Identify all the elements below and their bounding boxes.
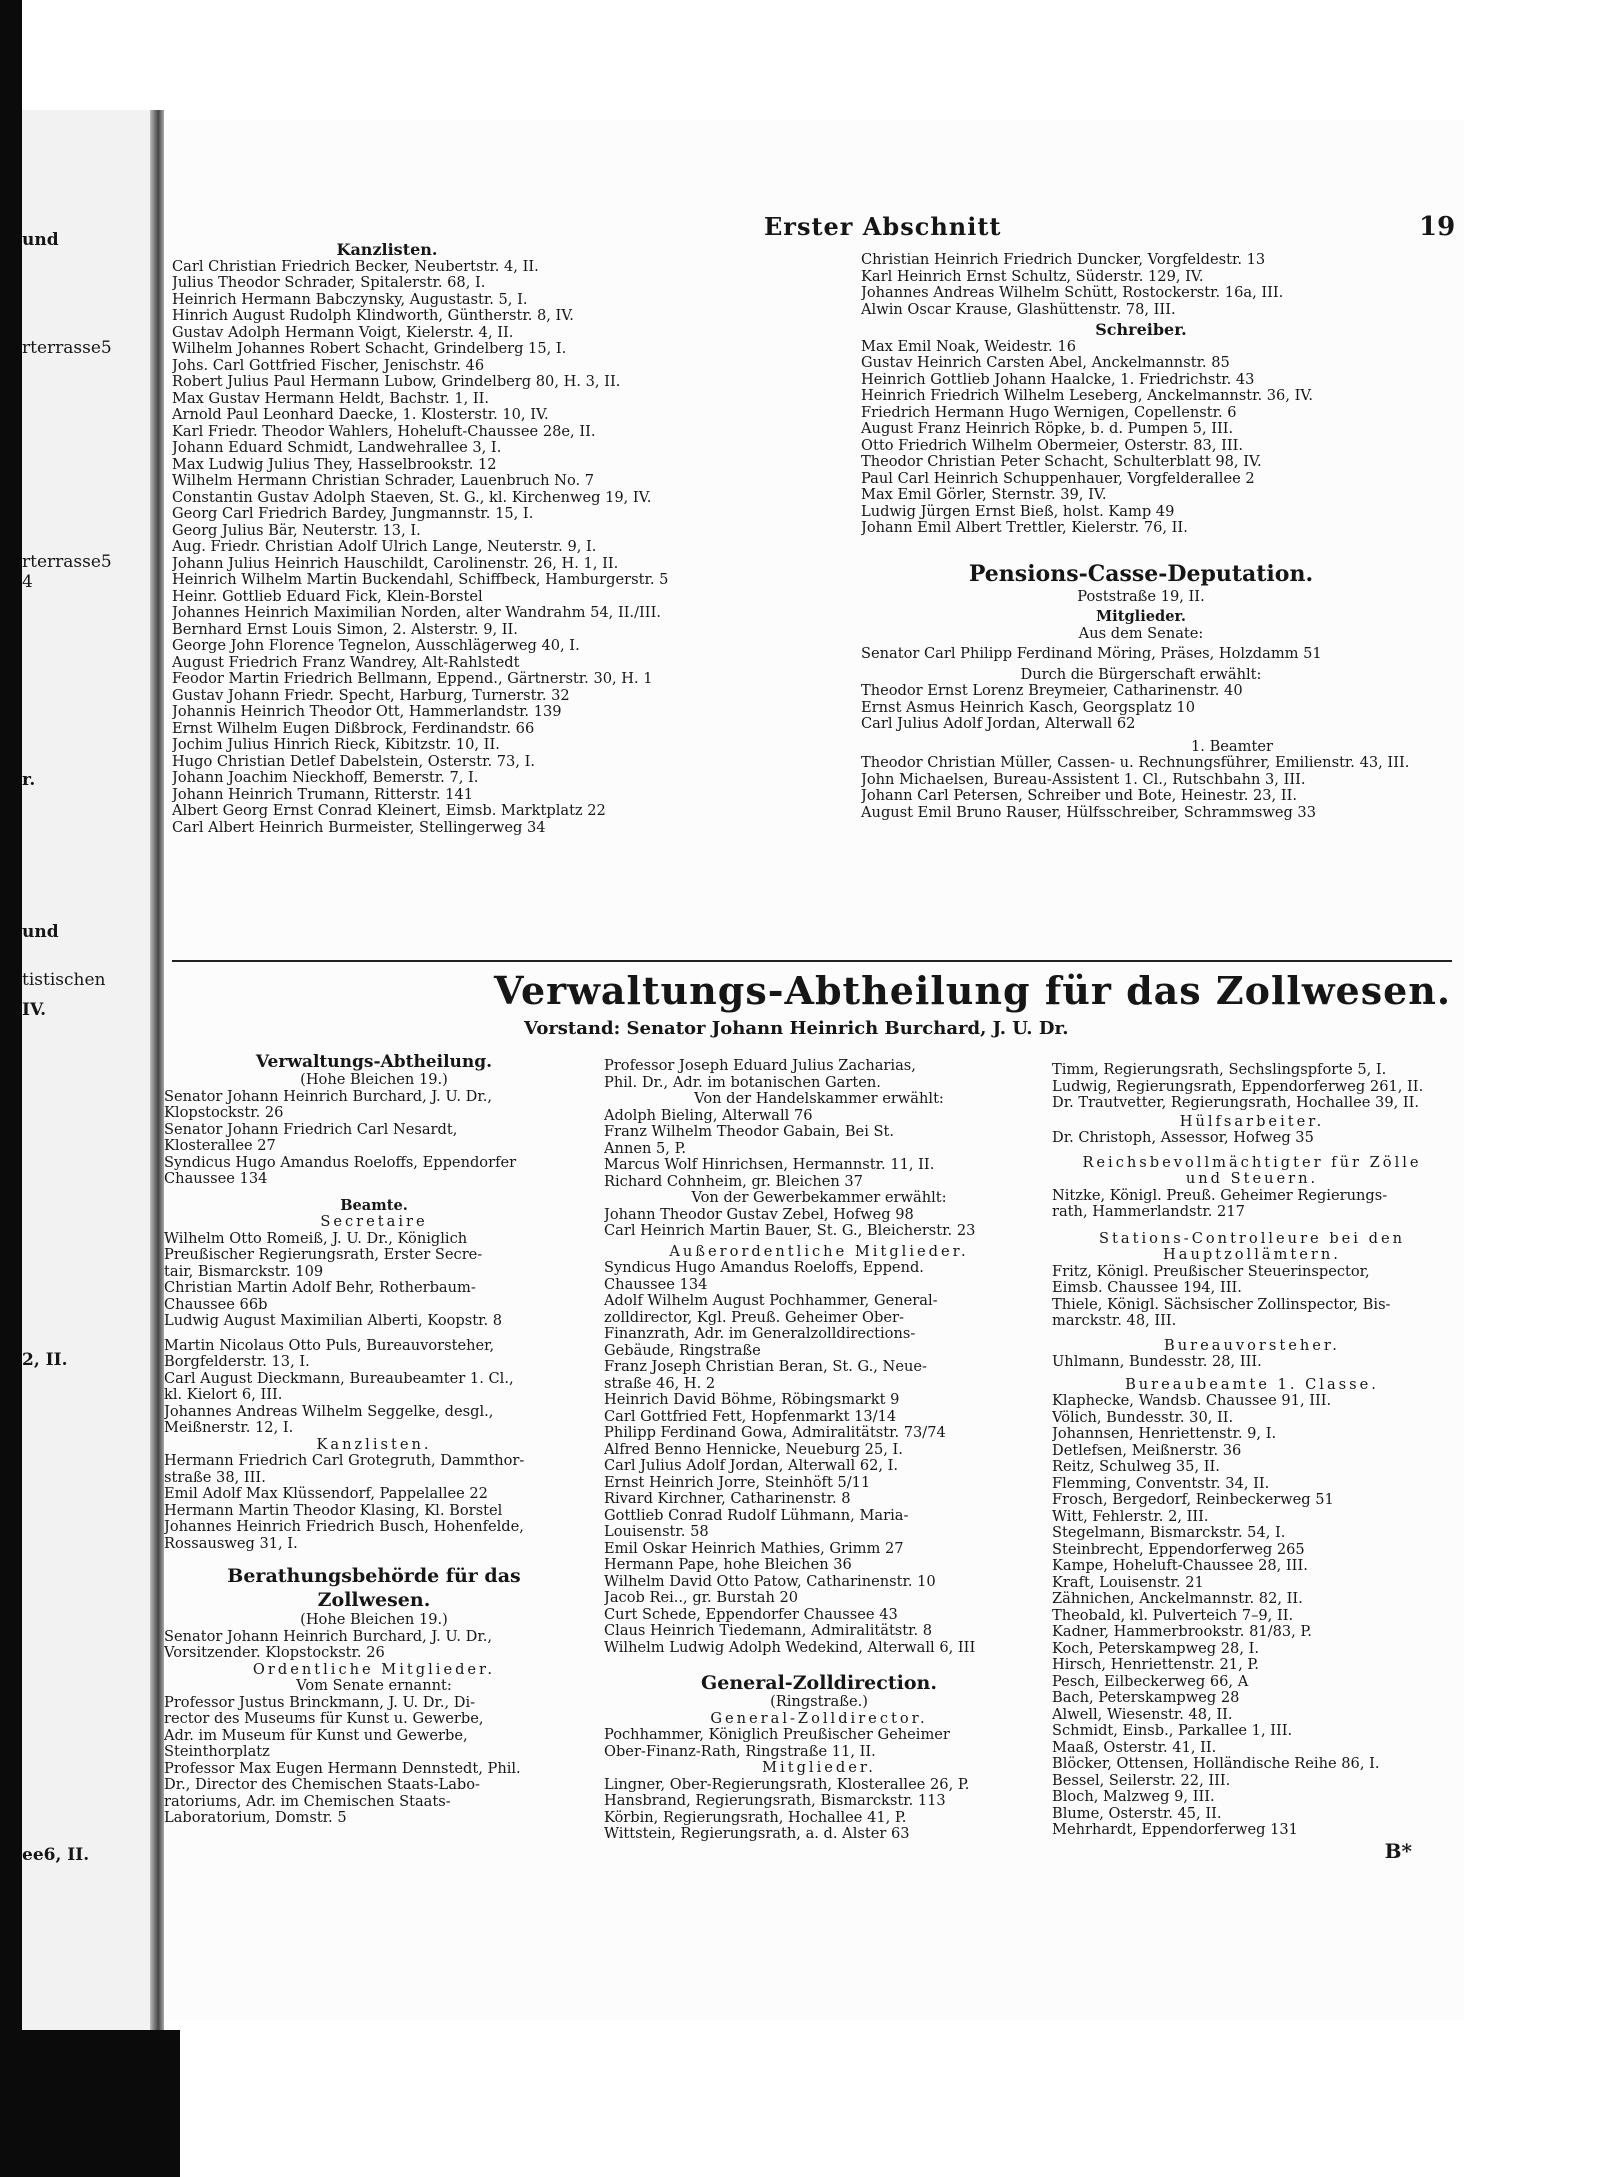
entry-line: Alwin Oscar Krause, Glashüttenstr. 78, III. [861,301,1176,318]
entry-line: Max Ludwig Julius They, Hasselbrookstr. 12 [172,456,497,473]
entry-line: Claus Heinrich Tiedemann, Admiralitätstr. 8 [604,1623,933,1639]
vorstand-line: Vorstand: Senator Johann Heinrich Burchard, J. U. Dr. [524,1018,1069,1039]
entry-line: Bloch, Malzweg 9, III. [1052,1789,1215,1805]
entry-line: Johannes Heinrich Friedrich Busch, Hohenfelde, [164,1519,524,1535]
entry-line: Laboratorium, Domstr. 5 [164,1810,347,1826]
entry-line: rath, Hammerlandstr. 217 [1052,1204,1245,1220]
column-1 [164,1052,584,1827]
entry-line: John Michaelsen, Bureau-Assistent 1. Cl., Rutschbahn 3, III. [861,771,1306,788]
entry-line: August Emil Bruno Rauser, Hülfsschreiber, Schrammsweg 33 [861,804,1317,821]
page-number: 19 [1419,212,1456,242]
entry-line: Chaussee 66b [164,1296,268,1313]
entry-line: Theodor Ernst Lorenz Breymeier, Catharinenstr. 40 [861,683,1243,699]
entry-line: Constantin Gustav Adolph Staeven, St. G., kl. Kirchenweg 19, IV. [172,489,652,506]
entry-line: zolldirector, Kgl. Preuß. Geheimer Ober- [604,1309,904,1326]
prev-fragment: 2, II. [22,1350,68,1370]
entry-line: Theodor Christian Peter Schacht, Schulterblatt 98, IV. [861,454,1262,470]
entry-line: Pesch, Eilbeckerweg 66, A [1052,1673,1249,1690]
entry-line: Phil. Dr., Adr. im botanischen Garten. [604,1074,881,1091]
entry-line: Ernst Wilhelm Eugen Dißbrock, Ferdinandstr. 66 [172,720,535,737]
entry-line: Hansbrand, Regierungsrath, Bismarckstr. 113 [604,1793,946,1809]
gzd-mitglieder-label: Mitglieder. [762,1760,876,1776]
previous-page-fragment [22,110,150,2030]
entry-line: Steinthorplatz [164,1744,270,1760]
entry-line: Maaß, Osterstr. 41, II. [1052,1739,1217,1756]
entry-line: Syndicus Hugo Amandus Roeloffs, Eppendorfer [164,1154,517,1171]
entry-line: Blöcker, Ottensen, Holländische Reihe 86, I. [1052,1756,1380,1772]
entry-line: August Friedrich Franz Wandrey, Alt-Rahlstedt [172,654,520,671]
entry-line: Heinrich Hermann Babczynsky, Augustastr. 5, I. [172,291,528,308]
gzd-heading: General-Zolldirection. [701,1672,937,1694]
entry-line: kl. Kielort 6, III. [164,1387,283,1403]
entry-line: Hirsch, Henriettenstr. 21, P. [1052,1657,1259,1673]
entry-line: Thiele, Königl. Sächsischer Zollinspector, Bis- [1052,1296,1391,1313]
gzd-address: (Ringstraße.) [770,1694,868,1710]
entry-line: Gottlieb Conrad Rudolf Lühmann, Maria- [604,1507,909,1524]
entry-line: straße 38, III. [164,1469,266,1486]
berathungs-heading: Berathungsbehörde für das Zollwesen. [227,1565,521,1611]
entry-line: Carl Julius Adolf Jordan, Alterwall 62 [861,716,1136,732]
entry-line: Reitz, Schulweg 35, II. [1052,1459,1220,1475]
entry-line [164,1330,584,1338]
entry-line: Arnold Paul Leonhard Daecke, 1. Klosterstr. 10, IV. [172,407,549,423]
entry-line: Bessel, Seilerstr. 22, III. [1052,1772,1231,1789]
verwaltungs-list [164,1089,584,1188]
handelskammer-list [604,1108,1034,1191]
entry-line: Adolf Wilhelm August Pochhammer, General- [604,1293,938,1309]
entry-line: Klaphecke, Wandsb. Chaussee 91, III. [1052,1393,1332,1409]
entry-line: Johannes Andreas Wilhelm Schütt, Rostockerstr. 16a, III. [861,285,1284,301]
entry-line: Wilhelm Hermann Christian Schrader, Lauenbruch No. 7 [172,473,595,489]
entry-line: Carl Heinrich Martin Bauer, St. G., Bleicherstr. 23 [604,1223,976,1239]
entry-line: Christian Heinrich Friedrich Duncker, Vorgfeldestr. 13 [861,252,1266,268]
entry-line: Johannes Andreas Wilhelm Seggelke, desgl., [164,1403,494,1420]
secretaire-label: Secretaire [320,1214,428,1230]
entry-line: Rossausweg 31, I. [164,1535,298,1552]
stations-list [1052,1264,1452,1330]
entry-line: Johann Heinrich Trumann, Ritterstr. 141 [172,786,474,803]
entry-line: Johs. Carl Gottfried Fischer, Jenischstr. 46 [172,357,485,374]
entry-line: Meißnerstr. 12, I. [164,1420,294,1436]
entry-line: Georg Carl Friedrich Bardey, Jungmannstr. 15, I. [172,506,534,522]
vom-senate-label: Vom Senate ernannt: [296,1678,452,1694]
page [164,120,1464,2020]
entry-line: Emil Adolf Max Klüssendorf, Pappelallee 22 [164,1486,488,1502]
reichs-label: Reichsbevollmächtigter für Zölle [1082,1154,1422,1171]
entry-line: Vorsitzender. Klopstockstr. 26 [164,1645,385,1661]
entry-line: straße 46, H. 2 [604,1375,716,1392]
entry-line: Körbin, Regierungsrath, Hochallee 41, P. [604,1809,907,1826]
entry-line: Wittstein, Regierungsrath, a. d. Alster 63 [604,1826,910,1842]
entry-line: Steinbrecht, Eppendorferweg 265 [1052,1541,1305,1558]
entry-line: Gustav Johann Friedr. Specht, Harburg, Turnerstr. 32 [172,687,570,704]
entry-line: Karl Heinrich Ernst Schultz, Süderstr. 129, IV. [861,268,1204,285]
entry-line: Julius Theodor Schrader, Spitalerstr. 68, I. [172,275,486,291]
entry-line: Hermann Martin Theodor Klasing, Kl. Borstel [164,1502,503,1519]
prev-fragment: und [22,230,59,250]
gzd-mitglieder-list [604,1777,1034,1843]
entry-line: Marcus Wolf Hinrichsen, Hermannstr. 11, II. [604,1157,935,1173]
pension-address: Poststraße 19, II. [1077,588,1205,605]
entry-line: Fritz, Königl. Preußischer Steuerinspector, [1052,1263,1370,1280]
entry-line: Dr. Christoph, Assessor, Hofweg 35 [1052,1130,1314,1146]
entry-line: Chaussee 134 [604,1276,708,1293]
entry-line: Wilhelm Ludwig Adolph Wedekind, Alterwall 6, III [604,1639,976,1656]
entry-line: Johann Julius Heinrich Hauschildt, Carolinenstr. 26, H. 1, II. [172,555,619,572]
aus-senate-label: Aus dem Senate: [1078,625,1204,642]
prev-fragment: rterrasse5 [22,338,112,358]
entry-line: Finanzrath, Adr. im Generalzolldirections- [604,1326,916,1342]
entry-line: Carl Christian Friedrich Becker, Neubertstr. 4, II. [172,258,539,275]
entry-line: Heinrich Gottlieb Johann Haalcke, 1. Friedrichstr. 43 [861,371,1255,388]
entry-line: Senator Johann Heinrich Burchard, J. U. Dr., [164,1628,493,1645]
ausserordentliche-label: Außerordentliche Mitglieder. [669,1243,969,1260]
schreiber-list [861,339,1421,537]
huelfsarbeiter-label: Hülfsarbeiter. [1179,1113,1325,1130]
entry-line: Detlefsen, Meißnerstr. 36 [1052,1442,1242,1459]
prev-fragment: tistischen [22,970,106,990]
beamte-heading: Beamte. [340,1197,408,1214]
entry-line: Ludwig, Regierungsrath, Eppendorferweg 261, II. [1052,1078,1424,1095]
schreiber-heading: Schreiber. [1095,322,1187,339]
entry-line: Kraft, Louisenstr. 21 [1052,1574,1204,1591]
entry-line: Heinrich Friedrich Wilhelm Leseberg, Anckelmannstr. 36, IV. [861,388,1314,404]
address: (Hohe Bleichen 19.) [300,1612,448,1628]
entry-line: Johannes Heinrich Maximilian Norden, alter Wandrahm 54, II./III. [172,605,661,621]
entry-line: Johann Theodor Gustav Zebel, Hofweg 98 [604,1206,914,1223]
entry-line: Georg Julius Bär, Neuterstr. 13, I. [172,522,421,539]
entry-line: Ludwig Jürgen Ernst Bieß, holst. Kamp 49 [861,503,1175,520]
gzd-director-list [604,1727,1034,1760]
entry-line: Bach, Peterskampweg 28 [1052,1690,1240,1706]
entry-line: Carl Julius Adolf Jordan, Alterwall 62, I. [604,1458,899,1474]
entry-line: tair, Bismarckstr. 109 [164,1263,324,1280]
entry-line: ratoriums, Adr. im Chemischen Staats- [164,1793,451,1810]
entry-line: Pochhammer, Königlich Preußischer Geheimer [604,1727,950,1743]
entry-line: Hugo Christian Detlef Dabelstein, Osterstr. 73, I. [172,753,535,770]
regierungsrath-list [1052,1062,1452,1112]
entry-line: Blume, Osterstr. 45, II. [1052,1805,1222,1822]
entry-line: Frosch, Bergedorf, Reinbeckerweg 51 [1052,1492,1334,1508]
ausserordentliche-list [604,1260,1034,1656]
prev-fragment: ee6, II. [22,1845,90,1865]
entry-line: Kadner, Hammerbrookstr. 81/83, P. [1052,1624,1312,1640]
kanzlisten-section [172,242,852,836]
section-divider [172,960,1452,962]
entry-line: Syndicus Hugo Amandus Roeloffs, Eppend. [604,1260,924,1276]
entry-line: Franz Wilhelm Theodor Gabain, Bei St. [604,1124,895,1140]
main-title: Verwaltungs-Abtheilung für das Zollwesen. [494,968,1452,1013]
entry-line: rector des Museums für Kunst u. Gewerbe, [164,1711,484,1727]
beamter-list [861,755,1421,821]
entry-line: Martin Nicolaus Otto Puls, Bureauvorsteher, [164,1337,495,1354]
entry-line: Curt Schede, Eppendorfer Chaussee 43 [604,1606,898,1623]
entry-line: Max Gustav Hermann Heldt, Bachstr. 1, II. [172,390,490,407]
book-gutter [150,110,164,2030]
running-header: Erster Abschnitt [764,212,1002,241]
address: (Hohe Bleichen 19.) [300,1072,448,1088]
entry-line: Richard Cohnheim, gr. Bleichen 37 [604,1173,863,1190]
entry-line: marckstr. 48, III. [1052,1313,1177,1329]
mitglieder-heading: Mitglieder. [1096,609,1186,625]
stations-label-2: Hauptzollämtern. [1163,1247,1341,1263]
entry-line: Johannis Heinrich Theodor Ott, Hammerlandstr. 139 [172,704,562,720]
entry-line: Friedrich Hermann Hugo Wernigen, Copellenstr. 6 [861,404,1237,421]
entry-line: Gustav Adolph Hermann Voigt, Kielerstr. 4, II. [172,324,514,341]
entry-line: Senator Johann Heinrich Burchard, J. U. Dr., [164,1088,493,1105]
entry-line: Theodor Christian Müller, Cassen- u. Rechnungsführer, Emilienstr. 43, III. [861,755,1410,771]
entry-line: Ober-Finanz-Rath, Ringstraße 11, II. [604,1743,876,1760]
entry-line: Jochim Julius Hinrich Rieck, Kibitzstr. 10, II. [172,737,500,753]
entry-line: Albert Georg Ernst Conrad Kleinert, Eimsb. Marktplatz 22 [172,803,606,819]
prev-fragment: und [22,922,59,942]
senator-line: Senator Carl Philipp Ferdinand Möring, Präses, Holzdamm 51 [861,646,1322,662]
entry-line: Bernhard Ernst Louis Simon, 2. Alsterstr. 9, II. [172,621,518,638]
entry-line: Ernst Heinrich Jorre, Steinhöft 5/11 [604,1474,871,1491]
signature-mark: B* [1384,1838,1412,1863]
entry-line: Johann Carl Petersen, Schreiber und Bote, Heinestr. 23, II. [861,788,1298,804]
entry-line: Carl August Dieckmann, Bureaubeamter 1. Cl., [164,1370,514,1387]
entry-line: Wilhelm David Otto Patow, Catharinenstr. 10 [604,1573,936,1590]
entry-line: Professor Max Eugen Hermann Dennstedt, Phil. [164,1760,521,1777]
entry-line: Adr. im Museum für Kunst und Gewerbe, [164,1727,468,1744]
entry-line: Johann Joachim Nieckhoff, Bemerstr. 7, I. [172,770,479,786]
entry-line: Max Emil Noak, Weidestr. 16 [861,338,1077,355]
entry-line: Rivard Kirchner, Catharinenstr. 8 [604,1491,851,1507]
entry-line: Kampe, Hoheluft-Chaussee 28, III. [1052,1558,1308,1574]
entry-line: Wilhelm Johannes Robert Schacht, Grindelberg 15, I. [172,341,567,357]
stations-label: Stations-Controlleure bei den [1099,1230,1405,1247]
entry-line: Preußischer Regierungsrath, Erster Secre- [164,1247,483,1263]
section-heading: Kanzlisten. [336,242,438,259]
entry-line: Flemming, Conventstr. 34, II. [1052,1475,1270,1492]
entry-line: Ludwig August Maximilian Alberti, Koopstr. 8 [164,1313,503,1329]
entry-line: Eimsb. Chaussee 194, III. [1052,1280,1242,1296]
prev-fragment: IV. [22,1000,47,1020]
buergerschaft-label: Durch die Bürgerschaft erwählt: [1020,666,1262,683]
entry-line: Carl Albert Heinrich Burmeister, Stellingerweg 34 [172,819,546,836]
entry-line: Theobald, kl. Pulverteich 7–9, II. [1052,1607,1294,1624]
gewerbekammer-label: Von der Gewerbekammer erwählt: [691,1190,947,1206]
entry-line: Karl Friedr. Theodor Wahlers, Hoheluft-Chaussee 28e, II. [172,423,596,440]
entry-line: Witt, Fehlerstr. 2, III. [1052,1508,1209,1525]
entry-line: Robert Julius Paul Hermann Lubow, Grindelberg 80, H. 3, II. [172,374,621,390]
berathungs-list [164,1629,584,1662]
entry-line: Christian Martin Adolf Behr, Rotherbaum- [164,1280,476,1296]
entry-line: Professor Justus Brinckmann, J. U. Dr., Di- [164,1694,476,1711]
entry-line: Mehrhardt, Eppendorferweg 131 [1052,1822,1298,1838]
entry-line: Gebäude, Ringstraße [604,1342,761,1359]
entry-line: Alfred Benno Hennicke, Neueburg 25, I. [604,1441,903,1458]
right-top-section [861,252,1421,821]
entry-line: Ernst Asmus Heinrich Kasch, Georgsplatz 10 [861,699,1196,716]
entry-line: Annen 5, P. [604,1140,687,1157]
beamter-label: 1. Beamter [1191,738,1273,755]
pension-title: Pensions-Casse-Deputation. [968,560,1314,587]
scan-edge-left [0,0,22,2177]
entry-line: Senator Johann Friedrich Carl Nesardt, [164,1121,458,1138]
gewerbekammer-list [604,1207,1034,1240]
kanzlisten-label: Kanzlisten. [316,1436,432,1453]
entry-line: Max Emil Görler, Sternstr. 39, IV. [861,487,1107,503]
entry-line: Johann Emil Albert Trettler, Kielerstr. 76, II. [861,520,1188,536]
reichs-list [1052,1188,1452,1221]
entry-line: Professor Joseph Eduard Julius Zacharias, [604,1058,916,1074]
entry-line: Aug. Friedr. Christian Adolf Ulrich Lange, Neuterstr. 9, I. [172,539,597,555]
huelfsarbeiter-list [1052,1130,1452,1147]
ordentliche-list [164,1695,584,1827]
entry-line: Hermann Pape, hohe Bleichen 36 [604,1557,852,1573]
kanzlisten-continued-list [861,252,1421,318]
entry-line: Timm, Regierungsrath, Sechslingspforte 5, I. [1052,1062,1387,1078]
entry-line: Heinr. Gottlieb Eduard Fick, Klein-Borstel [172,588,483,605]
entry-line: Lingner, Ober-Regierungsrath, Klosterallee 26, P. [604,1776,970,1793]
verwaltungs-heading: Verwaltungs-Abtheilung. [255,1052,493,1072]
entry-line: Johann Eduard Schmidt, Landwehrallee 3, I. [172,440,502,456]
buergerschaft-list [861,683,1421,733]
scan-edge-bottom [0,2030,180,2177]
entry-line: Jacob Rei.., gr. Burstah 20 [604,1590,799,1606]
entry-line: Otto Friedrich Wilhelm Obermeier, Osterstr. 83, III. [861,437,1244,454]
entry-line: Chaussee 134 [164,1171,268,1187]
entry-line: Dr. Trautvetter, Regierungsrath, Hochallee 39, II. [1052,1095,1420,1111]
entry-line: Johannsen, Henriettenstr. 9, I. [1052,1426,1277,1442]
entry-line: Klosterallee 27 [164,1138,276,1154]
bureaubeamte-list [1052,1393,1452,1839]
entry-line: Klopstockstr. 26 [164,1105,284,1121]
entry-line: Schmidt, Einsb., Parkallee 1, III. [1052,1723,1293,1739]
entry-line: Völich, Bundesstr. 30, II. [1052,1409,1234,1426]
entry-line: Franz Joseph Christian Beran, St. G., Neue- [604,1359,927,1375]
bureauvorsteher-label: Bureauvorsteher. [1164,1337,1340,1354]
entry-line: Stegelmann, Bismarckstr. 54, I. [1052,1525,1286,1541]
kanzlisten-list [164,1453,584,1552]
entry-line: Heinrich David Böhme, Röbingsmarkt 9 [604,1392,900,1408]
entry-line: Koch, Peterskampweg 28, I. [1052,1640,1259,1657]
entry-line: Zähnichen, Anckelmannstr. 82, II. [1052,1591,1303,1607]
bureauvorsteher-list [1052,1354,1452,1371]
entry-line: August Franz Heinrich Röpke, b. d. Pumpen 5, III. [861,421,1234,437]
gzd-director-label: General-Zolldirector. [710,1710,928,1727]
entry-line: Borgfelderstr. 13, I. [164,1354,310,1370]
entry-line: Alwell, Wiesenstr. 48, II. [1052,1706,1233,1723]
entry-line: Emil Oskar Heinrich Mathies, Grimm 27 [604,1540,904,1557]
entry-line: Philipp Ferdinand Gowa, Admiralitätstr. 73/74 [604,1425,946,1441]
entry-line: Wilhelm Otto Romeiß, J. U. Dr., Königlich [164,1230,468,1247]
entry-line: Hinrich August Rudolph Klindworth, Güntherstr. 8, IV. [172,308,574,324]
handelskammer-label: Von der Handelskammer erwählt: [694,1091,944,1107]
entry-line: Carl Gottfried Fett, Hopfenmarkt 13/14 [604,1408,897,1425]
beamte-list [164,1231,584,1437]
professor-list [604,1058,1034,1091]
entry-line: Hermann Friedrich Carl Grotegruth, Dammthor- [164,1453,525,1469]
prev-fragment: 4 [22,572,33,592]
entry-line: George John Florence Tegnelon, Ausschlägerweg 40, I. [172,638,580,654]
prev-fragment: r. [22,770,36,790]
reichs-label-2: und Steuern. [1185,1171,1319,1187]
entry-line: Uhlmann, Bundesstr. 28, III. [1052,1354,1262,1370]
column-3 [1052,1062,1452,1863]
entry-line: Louisenstr. 58 [604,1524,709,1540]
entry-line: Adolph Bieling, Alterwall 76 [604,1107,813,1124]
entry-line: Feodor Martin Friedrich Bellmann, Eppend., Gärtnerstr. 30, H. 1 [172,671,653,687]
prev-fragment: rterrasse5 [22,552,112,572]
entry-line: Gustav Heinrich Carsten Abel, Anckelmannstr. 85 [861,355,1230,371]
entry-line: Nitzke, Königl. Preuß. Geheimer Regierungs- [1052,1187,1388,1204]
bureaubeamte-label: Bureaubeamte 1. Classe. [1125,1376,1379,1393]
entry-line: Heinrich Wilhelm Martin Buckendahl, Schiffbeck, Hamburgerstr. 5 [172,572,669,588]
ordentliche-label: Ordentliche Mitglieder. [252,1661,496,1678]
kanzlisten-list [172,259,852,837]
column-2 [604,1058,1034,1843]
entry-line: Paul Carl Heinrich Schuppenhauer, Vorgfelderallee 2 [861,470,1255,487]
entry-line: Dr., Director des Chemischen Staats-Labo- [164,1777,480,1793]
